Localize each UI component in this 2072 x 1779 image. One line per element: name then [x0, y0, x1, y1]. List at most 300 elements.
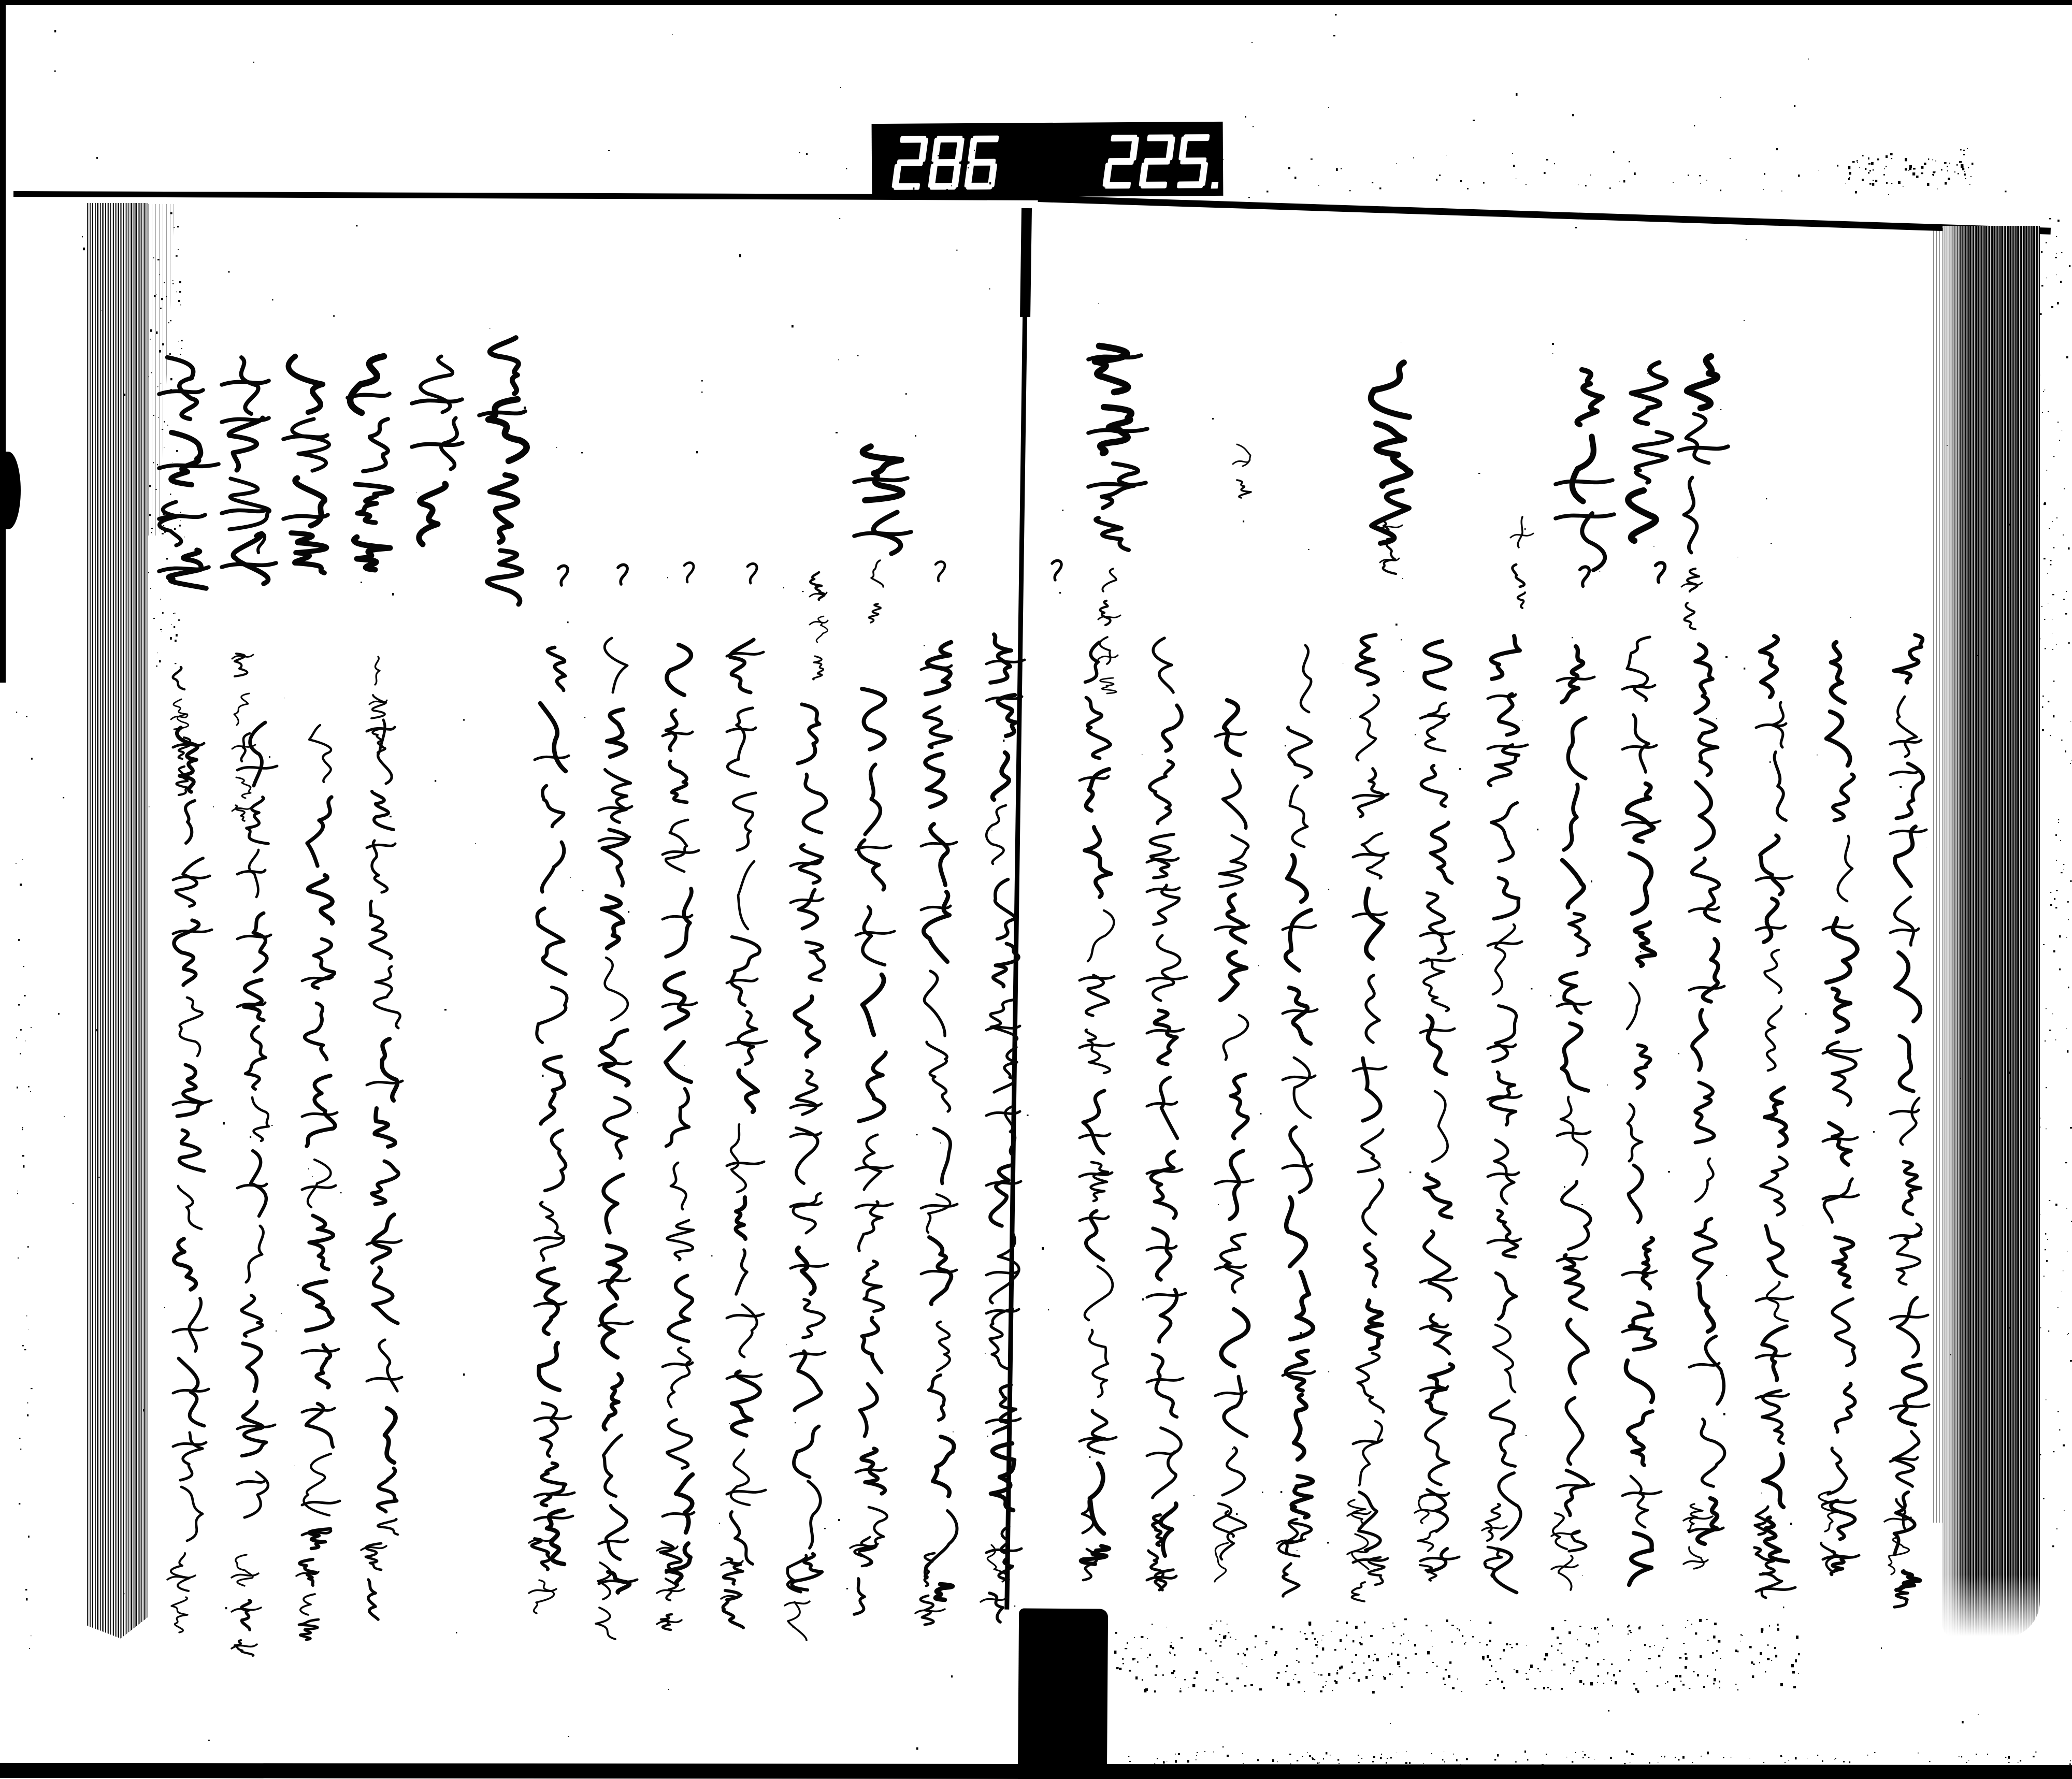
noise-dot — [968, 167, 969, 168]
noise-dot — [2053, 681, 2054, 682]
noise-dot — [1134, 1637, 1135, 1638]
ink-stroke — [1088, 355, 1141, 359]
ink-stroke — [241, 1295, 262, 1336]
noise-dot — [29, 1648, 30, 1649]
noise-dot — [28, 1536, 30, 1538]
ink-stroke — [372, 1161, 398, 1204]
ink-stroke — [986, 1181, 1021, 1185]
noise-dot — [1628, 1659, 1630, 1661]
noise-dot — [940, 1142, 941, 1144]
ink-stroke — [994, 1047, 1017, 1092]
ink-stroke — [1831, 1500, 1855, 1539]
noise-dot — [786, 1344, 787, 1345]
noise-dot — [1511, 1647, 1513, 1648]
ink-stroke — [1290, 1272, 1313, 1339]
noise-dot — [1432, 1662, 1434, 1663]
noise-dot — [1575, 227, 1577, 228]
ink-stroke — [1091, 1162, 1108, 1201]
noise-dot — [1285, 745, 1286, 746]
ink-stroke — [292, 419, 329, 471]
noise-dot — [1376, 1658, 1379, 1661]
ink-stroke — [995, 879, 1016, 939]
noise-dot — [2066, 356, 2068, 358]
noise-dot — [1935, 161, 1936, 162]
noise-dot — [1594, 1627, 1596, 1630]
noise-dot — [170, 389, 172, 390]
ink-stroke — [307, 1076, 335, 1146]
noise-dot — [1581, 1204, 1583, 1205]
noise-dot — [153, 618, 155, 619]
ink-stroke — [367, 1377, 402, 1381]
noise-dot — [1369, 1669, 1371, 1671]
ink-stroke — [1686, 414, 1709, 463]
noise-dot — [1961, 1756, 1962, 1757]
ink-stroke — [174, 1239, 196, 1290]
noise-dot — [1961, 164, 1963, 168]
author-name — [361, 1543, 386, 1619]
ink-stroke — [234, 693, 249, 725]
noise-dot — [1466, 1758, 1468, 1760]
ink-stroke — [1560, 973, 1581, 1013]
noise-dot — [1658, 1655, 1660, 1657]
noise-dot — [1515, 1761, 1517, 1762]
noise-dot — [2068, 987, 2069, 988]
author-name — [721, 1558, 743, 1628]
noise-dot — [1958, 173, 1959, 175]
noise-dot — [1552, 343, 1554, 345]
ink-stroke — [385, 1408, 396, 1463]
noise-dot — [143, 1409, 145, 1411]
noise-dot — [1629, 1630, 1631, 1631]
noise-dot — [739, 254, 741, 257]
noise-dot — [1706, 1619, 1708, 1620]
noise-dot — [1245, 116, 1246, 118]
noise-dot — [1546, 1754, 1547, 1755]
ink-stroke — [794, 1426, 819, 1477]
ink-stroke — [1222, 1448, 1245, 1495]
noise-dot — [159, 660, 161, 662]
ink-stroke — [736, 1197, 746, 1239]
noise-dot — [1197, 1752, 1198, 1753]
noise-dot — [1714, 1623, 1717, 1625]
noise-dot — [1439, 175, 1441, 176]
noise-dot — [2044, 503, 2046, 505]
noise-dot — [2051, 306, 2053, 308]
noise-dot — [22, 859, 23, 860]
noise-dot — [223, 1122, 225, 1124]
ink-stroke — [1088, 910, 1114, 961]
ink-stroke — [382, 1039, 397, 1101]
noise-dot — [1583, 1683, 1585, 1685]
ink-stroke — [372, 841, 387, 892]
noise-dot — [1794, 105, 1795, 107]
noise-dot — [149, 514, 151, 516]
ditto-mark — [747, 563, 757, 583]
ink-stroke — [1420, 1278, 1457, 1282]
ink-stroke — [816, 616, 828, 642]
poem-column — [599, 638, 637, 1593]
ink-stroke — [1366, 1300, 1382, 1349]
noise-dot — [1487, 1655, 1489, 1658]
ink-stroke — [669, 1276, 693, 1341]
poem-column — [1890, 635, 1929, 1590]
noise-dot — [1330, 1755, 1331, 1756]
ink-stroke — [1631, 1476, 1648, 1527]
noise-dot — [912, 149, 914, 151]
noise-dot — [20, 1029, 22, 1031]
ink-stroke — [1493, 1006, 1516, 1062]
noise-dot — [1544, 1658, 1546, 1660]
noise-dot — [225, 1607, 227, 1609]
noise-dot — [1199, 1648, 1201, 1651]
noise-dot — [1222, 159, 1224, 160]
noise-dot — [1277, 1761, 1278, 1762]
noise-dot — [1175, 1754, 1176, 1755]
noise-dot — [1169, 1652, 1171, 1653]
ink-stroke — [1582, 513, 1605, 570]
noise-dot — [1954, 171, 1955, 172]
ink-stroke — [667, 1420, 692, 1468]
noise-dot — [1361, 1758, 1362, 1759]
noise-dot — [1590, 175, 1591, 176]
ink-stroke — [1904, 1162, 1921, 1214]
noise-dot — [1599, 571, 1600, 572]
noise-dot — [20, 1449, 21, 1450]
noise-dot — [1607, 1673, 1608, 1674]
noise-dot — [1497, 1754, 1499, 1757]
noise-dot — [390, 816, 392, 817]
noise-dot — [1675, 1757, 1676, 1758]
ink-stroke — [1518, 517, 1522, 547]
noise-dot — [1187, 1760, 1189, 1762]
noise-dot — [965, 191, 967, 194]
noise-dot — [1537, 1668, 1539, 1669]
ink-stroke — [1684, 1516, 1713, 1521]
noise-dot — [1575, 1752, 1576, 1753]
ink-stroke — [350, 356, 384, 413]
ink-stroke — [1828, 1448, 1847, 1494]
noise-dot — [1715, 1669, 1716, 1671]
noise-dot — [19, 1438, 21, 1439]
noise-dot — [189, 772, 190, 773]
noise-dot — [150, 339, 151, 340]
noise-dot — [951, 1675, 953, 1677]
noise-dot — [1695, 1632, 1697, 1635]
noise-dot — [1196, 1671, 1198, 1674]
noise-dot — [668, 1689, 669, 1690]
noise-dot — [2066, 591, 2067, 592]
ink-stroke — [1485, 1547, 1502, 1577]
noise-dot — [177, 226, 179, 227]
noise-dot — [1503, 1649, 1505, 1652]
noise-dot — [2052, 649, 2053, 650]
ink-stroke — [924, 971, 945, 1036]
noise-dot — [1308, 549, 1310, 550]
noise-dot — [1288, 167, 1290, 169]
ink-stroke — [237, 1184, 267, 1188]
noise-dot — [1916, 176, 1919, 178]
ink-stroke — [1896, 1571, 1920, 1590]
noise-dot — [1774, 1647, 1776, 1649]
noise-dot — [556, 447, 557, 448]
noise-dot — [1744, 320, 1745, 321]
ink-stroke — [251, 1151, 266, 1216]
noise-dot — [2070, 763, 2071, 764]
noise-dot — [799, 152, 800, 153]
noise-dot — [1149, 1654, 1151, 1656]
ink-stroke — [174, 699, 189, 729]
ink-stroke — [859, 1052, 886, 1121]
ink-stroke — [1432, 1091, 1448, 1162]
noise-dot — [667, 577, 668, 578]
noise-dot — [2055, 834, 2057, 836]
noise-dot — [178, 249, 179, 250]
noise-dot — [2055, 1039, 2056, 1040]
noise-dot — [1312, 1757, 1313, 1759]
noise-dot — [1586, 1657, 1588, 1659]
noise-dot — [2055, 1204, 2057, 1206]
noise-dot — [1613, 151, 1615, 153]
ink-stroke — [862, 446, 902, 500]
noise-dot — [1921, 166, 1923, 169]
noise-dot — [1775, 1655, 1777, 1657]
noise-dot — [1613, 1674, 1615, 1676]
noise-dot — [2065, 1162, 2067, 1163]
source-annotation — [810, 572, 828, 679]
ink-stroke — [859, 1202, 882, 1251]
noise-dot — [1503, 1687, 1505, 1689]
author-name — [167, 1553, 195, 1632]
ink-stroke — [1895, 952, 1920, 1021]
ink-stroke — [535, 1493, 574, 1497]
noise-dot — [1314, 1638, 1316, 1640]
header-title-column — [159, 357, 219, 588]
ink-stroke — [1695, 1159, 1713, 1202]
noise-dot — [1326, 1681, 1327, 1682]
noise-dot — [1509, 1644, 1511, 1645]
noise-dot — [271, 1125, 272, 1126]
noise-dot — [2040, 313, 2042, 315]
noise-dot — [1527, 1759, 1528, 1760]
noise-dot — [2050, 904, 2052, 906]
noise-dot — [608, 150, 610, 151]
header-title-column — [283, 356, 329, 573]
noise-dot — [1609, 187, 1611, 189]
ink-stroke — [1684, 478, 1697, 553]
noise-dot — [2056, 1528, 2057, 1529]
noise-dot — [162, 343, 164, 345]
noise-dot — [2070, 880, 2072, 882]
ink-stroke — [925, 1511, 957, 1577]
noise-dot — [2045, 1233, 2046, 1235]
ink-stroke — [1488, 1239, 1521, 1243]
ink-stroke — [862, 975, 884, 1035]
ink-stroke — [1421, 765, 1447, 806]
ink-stroke — [375, 1108, 395, 1147]
header-title-column — [222, 357, 276, 584]
ink-stroke — [924, 707, 951, 747]
poem-column — [1147, 638, 1187, 1590]
noise-dot — [83, 248, 85, 250]
noise-dot — [1294, 1674, 1296, 1675]
noise-dot — [857, 355, 859, 356]
noise-dot — [160, 308, 162, 309]
ink-stroke — [1224, 700, 1240, 755]
noise-dot — [174, 626, 175, 628]
poem-column — [1420, 641, 1459, 1572]
ditto-mark — [684, 562, 694, 582]
noise-dot — [96, 1029, 98, 1031]
ink-stroke — [1488, 942, 1522, 946]
noise-dot — [269, 756, 270, 758]
ink-stroke — [1357, 695, 1379, 760]
ink-stroke — [727, 1162, 764, 1166]
noise-dot — [157, 464, 158, 465]
ink-stroke — [242, 1401, 266, 1456]
ink-stroke — [1153, 935, 1180, 1001]
noise-dot — [178, 300, 180, 302]
ink-stroke — [1518, 592, 1525, 608]
ink-stroke — [229, 418, 263, 470]
ink-stroke — [862, 1318, 882, 1372]
noise-dot — [73, 1203, 74, 1204]
ink-stroke — [937, 1322, 950, 1371]
ink-stroke — [1622, 1271, 1657, 1275]
ink-stroke — [1080, 1217, 1109, 1221]
noise-dot — [729, 1423, 730, 1424]
noise-dot — [974, 150, 975, 151]
noise-dot — [795, 1422, 796, 1423]
noise-dot — [1763, 1762, 1764, 1763]
source-annotation — [1098, 569, 1120, 693]
ink-stroke — [933, 1437, 954, 1496]
noise-dot — [584, 717, 585, 718]
noise-dot — [912, 191, 913, 193]
noise-dot — [2055, 257, 2057, 258]
noise-dot — [1290, 1763, 1291, 1764]
ink-stroke — [291, 533, 326, 573]
noise-dot — [1408, 1640, 1409, 1641]
poem-column — [1283, 645, 1317, 1554]
noise-dot — [1612, 1625, 1613, 1627]
noise-dot — [22, 1129, 23, 1130]
noise-dot — [1647, 1251, 1648, 1253]
noise-dot — [2046, 1260, 2048, 1262]
noise-dot — [1145, 154, 1147, 156]
noise-dot — [987, 1436, 988, 1437]
noise-dot — [1796, 1636, 1798, 1639]
noise-dot — [1685, 1653, 1687, 1655]
poem-column — [790, 704, 828, 1590]
noise-dot — [1467, 188, 1469, 190]
noise-dot — [1771, 1660, 1772, 1661]
noise-dot — [2043, 944, 2045, 945]
noise-dot — [1472, 1636, 1474, 1638]
ink-stroke — [1083, 1091, 1104, 1153]
noise-dot — [1137, 1661, 1139, 1663]
noise-dot — [1557, 1650, 1559, 1651]
noise-dot — [1003, 740, 1004, 742]
ink-stroke — [605, 770, 630, 822]
noise-dot — [989, 182, 991, 184]
noise-dot — [1479, 1642, 1480, 1643]
noise-dot — [151, 372, 152, 373]
ink-stroke — [1561, 1097, 1587, 1165]
ink-stroke — [1889, 1538, 1909, 1574]
noise-dot — [2066, 937, 2067, 938]
noise-dot — [1089, 1456, 1090, 1458]
ink-stroke — [1098, 655, 1118, 659]
noise-dot — [1976, 1754, 1977, 1755]
noise-dot — [1909, 168, 1911, 169]
noise-dot — [2050, 892, 2051, 893]
noise-dot — [1921, 172, 1923, 174]
noise-dot — [719, 1523, 720, 1524]
ink-stroke — [1490, 1401, 1515, 1466]
noise-dot — [2041, 251, 2042, 253]
noise-dot — [1358, 1679, 1360, 1682]
noise-dot — [846, 1588, 848, 1589]
ink-stroke — [542, 786, 564, 827]
noise-dot — [179, 291, 181, 293]
noise-dot — [170, 378, 172, 380]
noise-dot — [153, 257, 154, 258]
ink-stroke — [924, 892, 949, 962]
ink-stroke — [1622, 821, 1660, 825]
noise-dot — [1259, 1688, 1262, 1690]
author-name — [1347, 1500, 1371, 1601]
noise-dot — [1405, 1657, 1407, 1659]
noise-dot — [1597, 1663, 1599, 1666]
noise-dot — [1761, 1630, 1763, 1633]
ink-stroke — [1223, 770, 1246, 828]
noise-dot — [1528, 1679, 1529, 1680]
noise-dot — [175, 640, 177, 642]
noise-dot — [1400, 1643, 1401, 1644]
noise-dot — [1328, 889, 1329, 890]
noise-dot — [1576, 1661, 1578, 1662]
noise-dot — [1312, 1662, 1314, 1664]
ink-stroke — [1890, 1315, 1928, 1319]
noise-dot — [1561, 1688, 1563, 1690]
noise-dot — [1128, 189, 1129, 191]
noise-dot — [1219, 1634, 1220, 1635]
noise-dot — [170, 212, 172, 214]
ink-stroke — [1147, 1452, 1174, 1456]
noise-dot — [1608, 1710, 1609, 1712]
ink-stroke — [1283, 1009, 1317, 1014]
ink-stroke — [936, 561, 945, 581]
noise-dot — [1257, 1759, 1259, 1761]
noise-dot — [1328, 1371, 1329, 1372]
ink-stroke — [739, 1071, 758, 1112]
ink-stroke — [1890, 1405, 1929, 1409]
poem-column — [1557, 646, 1594, 1551]
ink-stroke — [1760, 1573, 1782, 1598]
noise-dot — [1238, 1653, 1239, 1655]
ink-stroke — [1826, 712, 1850, 765]
ink-stroke — [1357, 1353, 1384, 1412]
noise-dot — [2053, 950, 2055, 952]
ink-stroke — [986, 697, 1022, 701]
noise-dot — [1389, 1673, 1391, 1675]
noise-dot — [179, 281, 181, 283]
noise-dot — [1661, 1756, 1662, 1757]
ink-stroke — [792, 1554, 822, 1590]
noise-dot — [1483, 182, 1485, 184]
noise-dot — [1064, 173, 1065, 175]
ink-stroke — [1380, 558, 1399, 562]
